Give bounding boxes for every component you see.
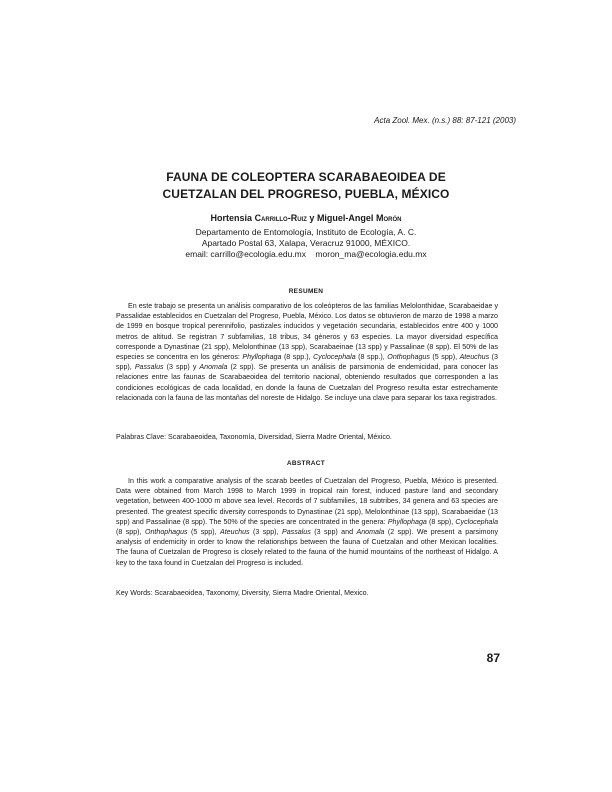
genus-name: Passalus <box>281 528 311 537</box>
affiliation-line-2: Apartado Postal 63, Xalapa, Veracruz 91000, MÉXICO. <box>201 238 411 248</box>
resumen-paragraph <box>116 301 498 403</box>
author-2-family: Morón <box>375 213 402 223</box>
genus-count: (5 spp), <box>187 528 220 537</box>
genus-name: Anomala <box>199 363 228 372</box>
article-title <box>0 169 612 203</box>
author-line <box>0 213 612 223</box>
affiliation-line-1: Departamento de Entomología, Instituto de Ecología, A. C. <box>195 227 417 237</box>
affiliation-line-3: email: carrillo@ecologia.edu.mx moron_ma@ecologia.edu.mx <box>185 249 427 259</box>
abstract-text-1: In this work a comparative analysis of the scarab beetles of Cuetzalan del Progreso, Puebla, México is presented. Data were obtained from March 1998 to March 1999 in tropical rain forest, induced pasture land and secondary vegetation, between 400-1000 m above sea level. Records of 7 subfamilies, 18 subtribes, 34 genera and 63 species are presented. The greatest specific diversity corresponds to Dynastinae (21 spp), Melolonthinae (13 spp), Scarabaeidae (13 spp) and Passalinae (8 spp). The 50% of the species are concentrated in the genera: <box>116 477 498 526</box>
genus-name: Ateuchus <box>459 353 490 362</box>
genus-count: (3 spp) and <box>310 528 357 537</box>
genus-name: Passalus <box>134 363 164 372</box>
genus-count: (3 spp) y <box>163 363 200 372</box>
genus-count: (3 spp), <box>249 528 282 537</box>
author-1-given: Hortensia <box>210 213 253 223</box>
affiliation-block <box>0 227 612 260</box>
genus-name: Ateuchus <box>219 528 250 537</box>
genus-name: Onthophagus <box>387 353 430 362</box>
title-line-1: FAUNA DE COLEOPTERA SCARABAEOIDEA DE <box>166 170 446 184</box>
resumen-text-2: (2 spp). Se presenta un análisis de parsimonia de endemicidad, para conocer las relaciones entre las faunas de Scarabaeoidea del territorio nacional, obteniendo resultados que corresponden a las condiciones ecológicas de cada localidad, en donde la fauna de Cuetzalan del Progreso resulta estar estrechamente relacionada con la fauna de las montañas del noreste de Hidalgo. Se incluye una clave para separar los taxa registrados. <box>116 363 498 402</box>
resumen-text-1: En este trabajo se presenta un análisis comparativo de los coleópteros de las familias Melolonthidae, Scarabaeidae y Passalidae establecidos en Cuetzalan del Progreso, Puebla, México. Los datos se obtuvieron de marzo de 1998 a marzo de 1999 en bosque tropical perennifolio, pastizales inducidos y vegetación secundaria, establecidos entre 400 y 1000 metros de altitud. Se registran 7 subfamilias, 18 tribus, 34 géneros y 63 especies. La mayor diversidad específica corresponde a Dynastinae (21 spp), Melolonthinae (13 spp), Scarabaeinae (13 spp) y Passalinae (8 spp). El 50% de las especies se concentra en los géneros: <box>116 302 498 362</box>
genus-count: (8 spp), <box>426 517 456 526</box>
genus-count: (8 spp.), <box>281 353 314 362</box>
title-line-2: CUETZALAN DEL PROGRESO, PUEBLA, MÉXICO <box>162 187 450 201</box>
genus-name: Cyclocephala <box>313 353 356 362</box>
author-2-given: Miguel-Angel <box>316 213 374 223</box>
genus-name: Anomala <box>356 528 385 537</box>
abstract-heading: ABSTRACT <box>286 460 326 467</box>
genus-count: (5 spp), <box>429 353 460 362</box>
author-1-family: Carrillo-Ruiz <box>254 213 307 223</box>
genus-count: (8 spp.), <box>355 353 388 362</box>
key-words: Key Words: Scarabaeoidea, Taxonomy, Diversity, Sierra Madre Oriental, Mexico. <box>116 589 369 597</box>
palabras-clave: Palabras Clave: Scarabaeoidea, Taxonomía, Diversidad, Sierra Madre Oriental, México. <box>116 433 392 441</box>
genus-name: Cyclocephala <box>455 517 499 526</box>
resumen-heading: RESUMEN <box>288 288 324 295</box>
genus-name: Phyllophaga <box>387 517 427 526</box>
genus-name: Onthophagus <box>144 528 188 537</box>
journal-reference: Acta Zool. Mex. (n.s.) 88: 87-121 (2003) <box>374 116 516 125</box>
abstract-paragraph <box>116 476 498 568</box>
page-number: 87 <box>486 651 500 665</box>
genus-count: (8 spp), <box>116 528 145 537</box>
abstract-text-2: (2 spp). We present a parsimony analysis of endemicity in order to know the relationships between the fauna of Cuetzalan and other Mexican localities. The fauna of Cuetzalan de Progreso is closely related to the fauna of the humid mountains of the northeast of Hidalgo. A key to the taxa found in Cuetzalan del Progreso is included. <box>116 528 499 567</box>
genus-count: (3 spp), <box>116 353 498 372</box>
genus-name: Phyllophaga <box>242 353 282 362</box>
author-joiner: y <box>309 213 315 223</box>
